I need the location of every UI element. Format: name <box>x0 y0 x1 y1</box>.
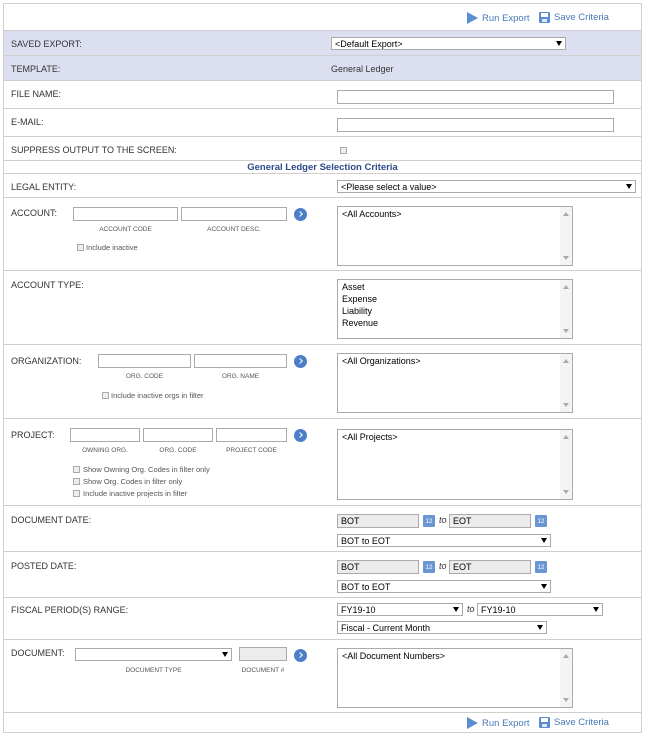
email-label: E-MAIL: <box>11 117 44 127</box>
scroll-down-icon <box>563 490 569 494</box>
document-date-range-select[interactable]: BOT to EOT <box>337 534 551 547</box>
project-code-input[interactable] <box>216 428 287 442</box>
calendar-icon[interactable] <box>535 515 547 527</box>
account-code-input[interactable] <box>73 207 178 221</box>
list-item[interactable]: Revenue <box>342 318 379 328</box>
file-name-label: FILE NAME: <box>11 89 62 99</box>
document-date-label: DOCUMENT DATE: <box>11 515 92 525</box>
scroll-down-icon <box>563 329 569 333</box>
legal-entity-select[interactable]: <Please select a value> <box>337 180 636 193</box>
organization-row <box>4 344 641 418</box>
document-type-select[interactable] <box>75 648 232 661</box>
document-listbox[interactable] <box>337 648 573 708</box>
account-listbox[interactable] <box>337 206 573 266</box>
scrollbar[interactable] <box>560 430 572 499</box>
dropdown-arrow-icon <box>626 184 632 189</box>
document-go-button[interactable] <box>294 649 307 662</box>
suppress-checkbox[interactable] <box>340 147 347 154</box>
account-go-button[interactable] <box>294 208 307 221</box>
scroll-down-icon <box>563 698 569 702</box>
document-number-input[interactable] <box>239 647 287 661</box>
project-label: PROJECT: <box>11 430 55 440</box>
scrollbar[interactable] <box>560 649 572 707</box>
save-icon <box>539 717 550 728</box>
fiscal-range-select[interactable]: Fiscal - Current Month <box>337 621 547 634</box>
save-criteria-button[interactable]: Save Criteria <box>539 12 609 23</box>
run-export-button[interactable]: Run Export <box>467 717 530 729</box>
account-type-listbox[interactable] <box>337 279 573 339</box>
scroll-up-icon <box>563 359 569 363</box>
account-row <box>4 197 641 270</box>
show-owning-org-label: Show Owning Org. Codes in filter only <box>83 465 210 474</box>
saved-export-label: SAVED EXPORT: <box>11 39 82 49</box>
list-item[interactable]: <All Projects> <box>342 432 398 442</box>
template-label: TEMPLATE: <box>11 64 61 74</box>
list-item[interactable]: <All Document Numbers> <box>342 651 446 661</box>
fiscal-from-select[interactable]: FY19-10 <box>337 603 463 616</box>
organization-label: ORGANIZATION: <box>11 356 82 366</box>
project-go-button[interactable] <box>294 429 307 442</box>
list-item[interactable]: <All Accounts> <box>342 209 402 219</box>
posted-date-row <box>4 551 641 597</box>
document-date-row <box>4 505 641 551</box>
document-label: DOCUMENT: <box>11 648 65 658</box>
saved-export-select[interactable]: <Default Export> <box>331 37 566 50</box>
show-org-codes-checkbox[interactable] <box>73 478 80 485</box>
list-item[interactable]: Asset <box>342 282 365 292</box>
to-label: to <box>467 604 475 614</box>
document-date-from-input[interactable] <box>337 514 419 528</box>
account-desc-caption: ACCOUNT DESC. <box>207 226 261 233</box>
list-item[interactable]: Expense <box>342 294 378 304</box>
file-name-row <box>4 80 641 108</box>
account-desc-input[interactable] <box>181 207 287 221</box>
dropdown-arrow-icon <box>556 41 562 46</box>
calendar-icon[interactable] <box>423 561 435 573</box>
project-org-code-input[interactable] <box>143 428 213 442</box>
scrollbar[interactable] <box>560 354 572 412</box>
project-listbox[interactable] <box>337 429 573 500</box>
posted-date-from-input[interactable] <box>337 560 419 574</box>
email-row <box>4 108 641 136</box>
template-value: General Ledger <box>331 64 394 74</box>
section-title: General Ledger Selection Criteria <box>247 162 398 173</box>
save-criteria-button[interactable]: Save Criteria <box>539 717 609 728</box>
org-code-input[interactable] <box>98 354 191 368</box>
include-inactive-projects-checkbox[interactable] <box>73 490 80 497</box>
document-type-caption: DOCUMENT TYPE <box>125 667 182 674</box>
include-inactive-checkbox[interactable] <box>77 244 84 251</box>
show-org-codes-label: Show Org. Codes in filter only <box>83 477 183 486</box>
list-item[interactable]: <All Organizations> <box>342 356 421 366</box>
show-owning-org-checkbox[interactable] <box>73 466 80 473</box>
org-code-caption: ORG. CODE <box>125 373 164 380</box>
org-name-caption: ORG. NAME <box>221 373 260 380</box>
scrollbar[interactable] <box>560 280 572 338</box>
scroll-up-icon <box>563 285 569 289</box>
play-icon <box>467 717 478 729</box>
dropdown-arrow-icon <box>541 538 547 543</box>
include-inactive-orgs-checkbox[interactable] <box>102 392 109 399</box>
scroll-down-icon <box>563 256 569 260</box>
account-type-label: ACCOUNT TYPE: <box>11 280 84 290</box>
scroll-up-icon <box>563 654 569 658</box>
run-export-button[interactable]: Run Export <box>467 12 530 24</box>
document-date-to-input[interactable] <box>449 514 531 528</box>
to-label: to <box>439 561 447 571</box>
file-name-input[interactable] <box>337 90 614 104</box>
play-icon <box>467 12 478 24</box>
scroll-up-icon <box>563 435 569 439</box>
fiscal-to-select[interactable]: FY19-10 <box>477 603 603 616</box>
calendar-icon[interactable] <box>535 561 547 573</box>
posted-date-range-select[interactable]: BOT to EOT <box>337 580 551 593</box>
owning-org-caption: OWNING ORG. <box>82 447 128 454</box>
project-code-caption: PROJECT CODE <box>226 447 277 454</box>
project-org-code-caption: ORG. CODE <box>159 447 197 454</box>
section-title-row <box>4 160 641 173</box>
email-input[interactable] <box>337 118 614 132</box>
owning-org-input[interactable] <box>70 428 140 442</box>
bottom-toolbar <box>4 712 641 733</box>
organization-listbox[interactable] <box>337 353 573 413</box>
calendar-icon[interactable] <box>423 515 435 527</box>
saved-export-row <box>4 30 641 55</box>
export-form <box>3 3 642 733</box>
suppress-row <box>4 136 641 160</box>
organization-go-button[interactable] <box>294 355 307 368</box>
fiscal-period-row <box>4 597 641 639</box>
scroll-down-icon <box>563 403 569 407</box>
fiscal-period-label: FISCAL PERIOD(S) RANGE: <box>11 605 129 615</box>
project-row <box>4 418 641 505</box>
scrollbar[interactable] <box>560 207 572 265</box>
account-label: ACCOUNT: <box>11 208 58 218</box>
to-label: to <box>439 515 447 525</box>
dropdown-arrow-icon <box>537 625 543 630</box>
include-inactive-orgs-label: Include inactive orgs in filter <box>111 391 204 400</box>
org-name-input[interactable] <box>194 354 287 368</box>
legal-entity-row <box>4 173 641 197</box>
account-type-row <box>4 270 641 344</box>
account-code-caption: ACCOUNT CODE <box>99 226 152 233</box>
suppress-label: SUPPRESS OUTPUT TO THE SCREEN: <box>11 145 177 155</box>
dropdown-arrow-icon <box>453 607 459 612</box>
dropdown-arrow-icon <box>541 584 547 589</box>
include-inactive-projects-label: Include inactive projects in filter <box>83 489 188 498</box>
save-icon <box>539 12 550 23</box>
posted-date-to-input[interactable] <box>449 560 531 574</box>
scroll-up-icon <box>563 212 569 216</box>
posted-date-label: POSTED DATE: <box>11 561 77 571</box>
document-row <box>4 639 641 712</box>
legal-entity-label: LEGAL ENTITY: <box>11 182 77 192</box>
document-number-caption: DOCUMENT # <box>241 667 285 674</box>
template-row <box>4 55 641 80</box>
dropdown-arrow-icon <box>222 652 228 657</box>
include-inactive-label: Include inactive <box>86 243 138 252</box>
list-item[interactable]: Liability <box>342 306 373 316</box>
dropdown-arrow-icon <box>593 607 599 612</box>
